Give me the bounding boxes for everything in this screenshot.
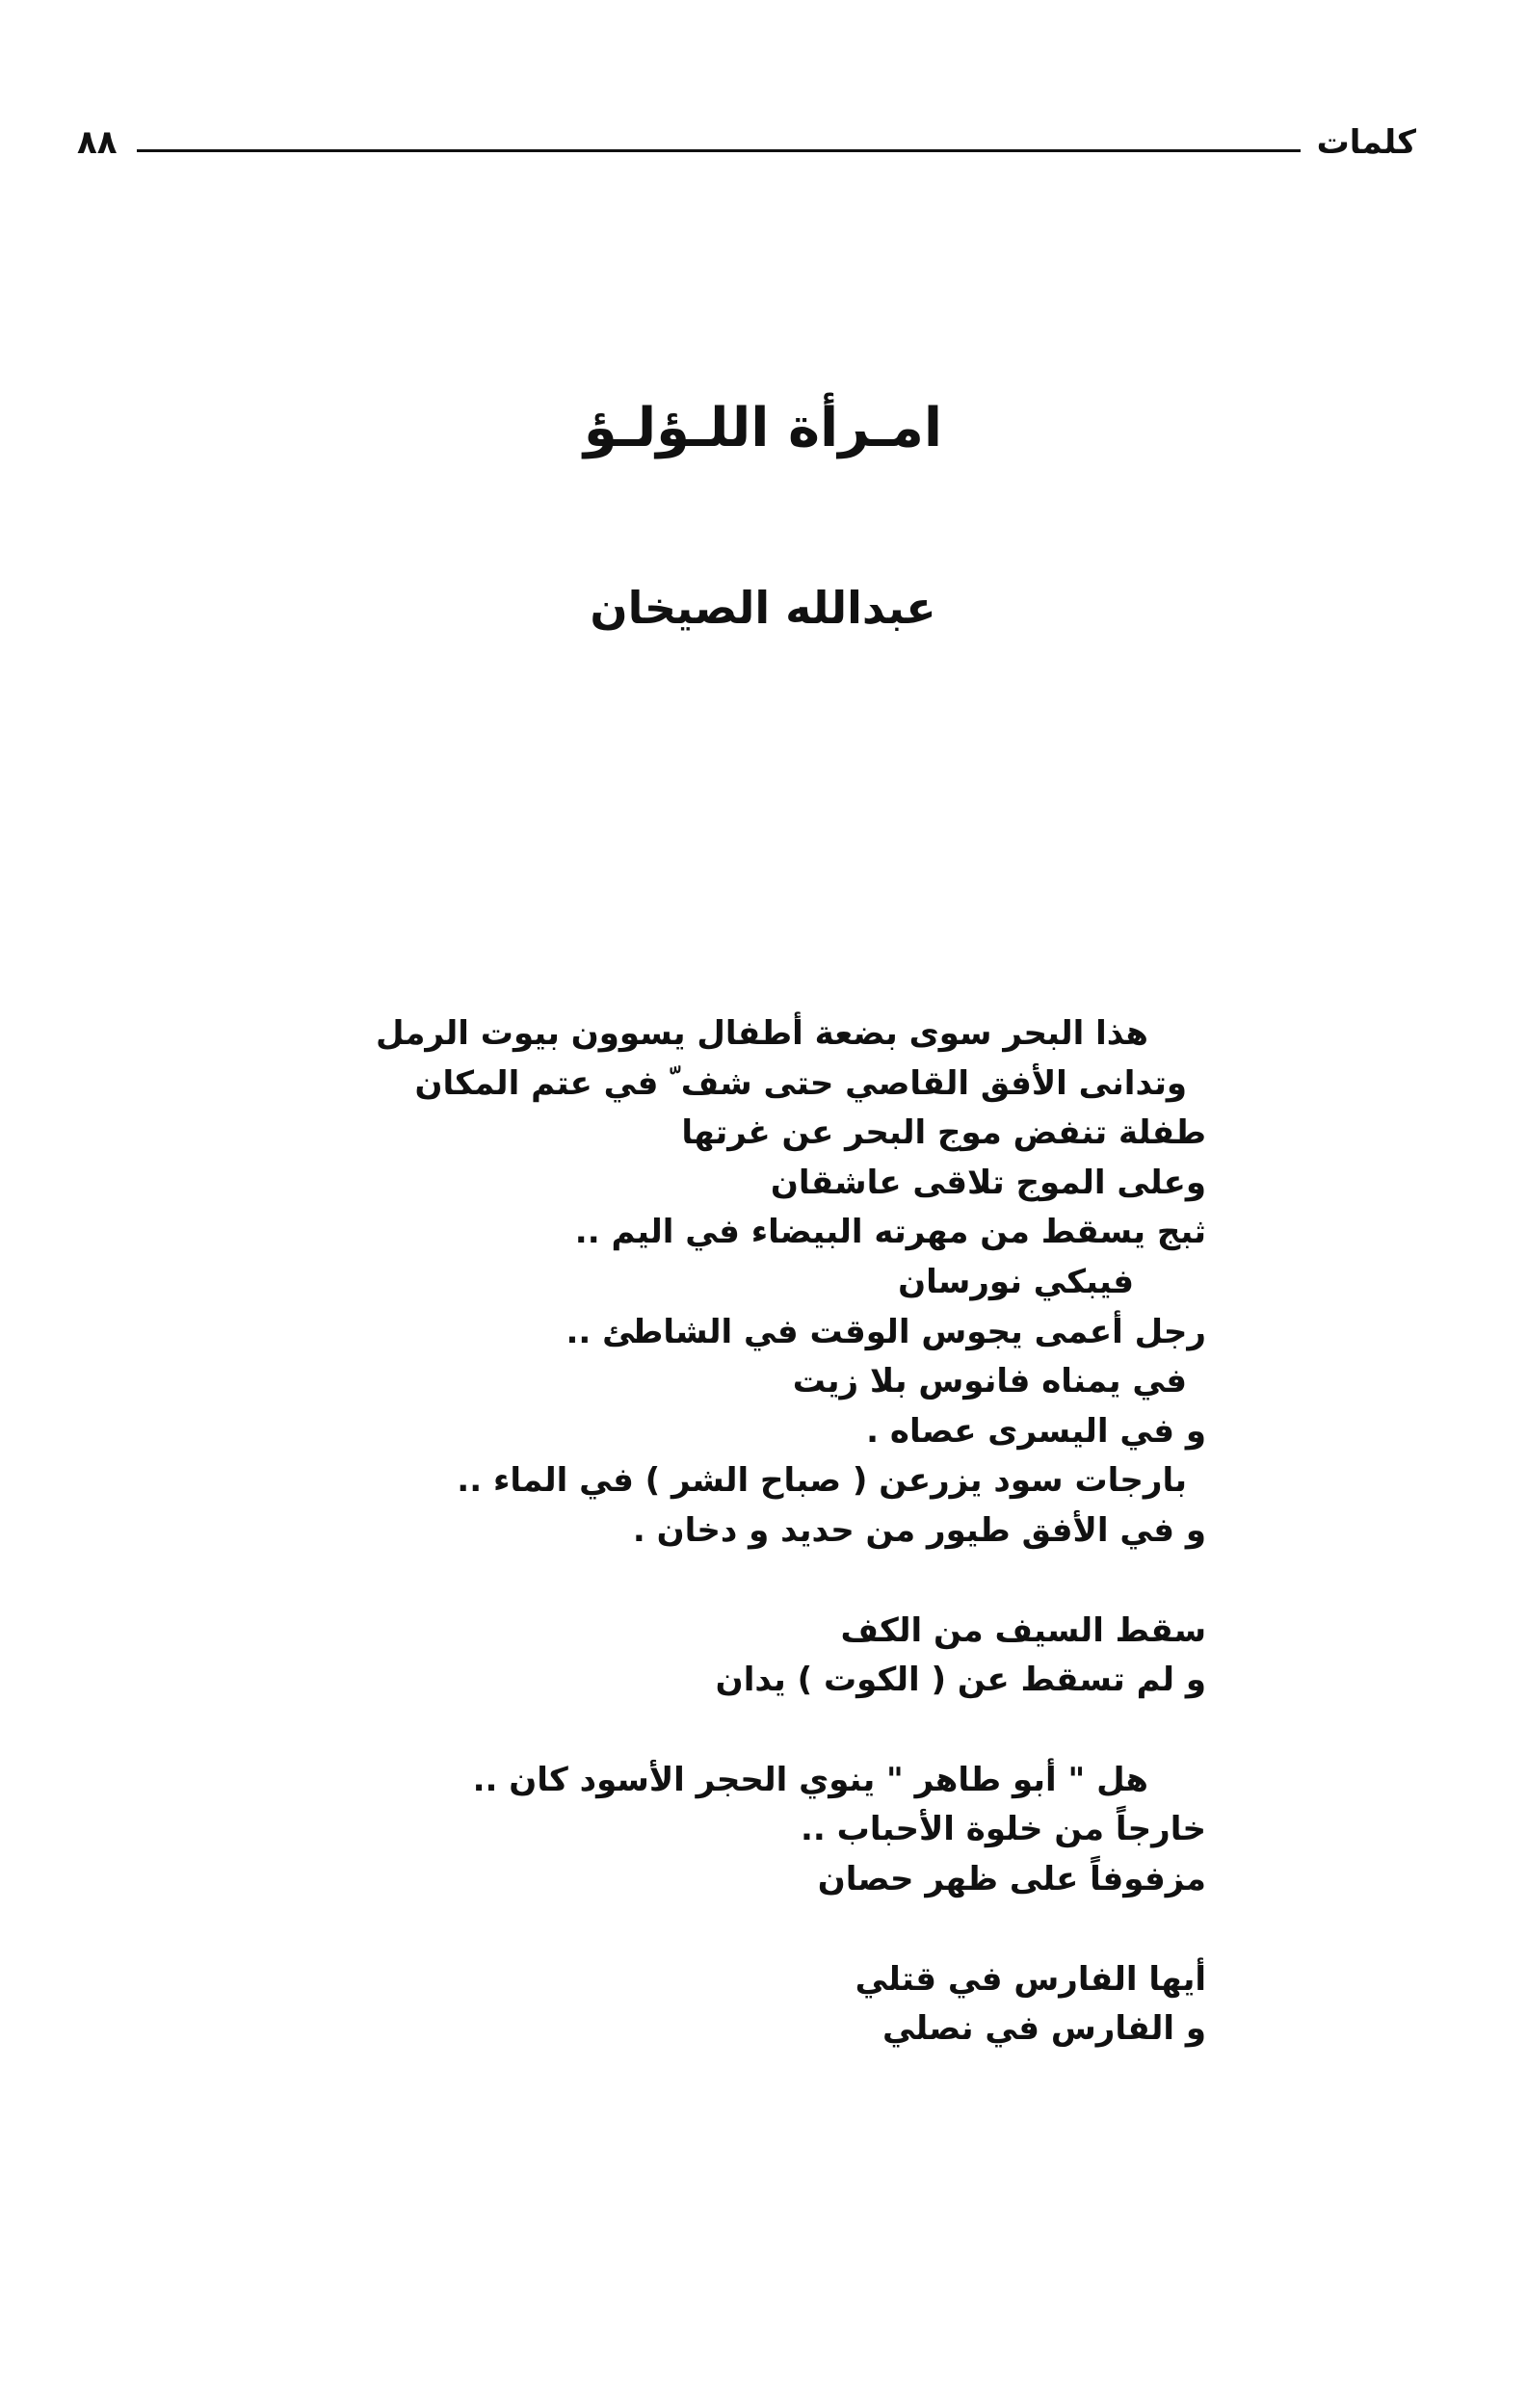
poem-line: و في الأفق طيور من حديد و دخان .: [632, 1510, 1206, 1550]
stanza-gap: [339, 1557, 1206, 1607]
poem-line: طفلة تنفض موج البحر عن غرتها: [681, 1113, 1206, 1153]
stanza-gap: [339, 1905, 1206, 1955]
poem-line: في يمناه فانوس بلا زيت: [792, 1362, 1187, 1401]
poem-body: [339, 1009, 1206, 2055]
poem-line: و الفارس في نصلي: [882, 2009, 1206, 2049]
poem-line: فيبكي نورسان: [898, 1262, 1134, 1301]
poem-title: امـرأة اللـؤلـؤ: [583, 397, 943, 459]
poem-author: عبدالله الصيخان: [590, 582, 936, 634]
poem-line: مزفوفاً على ظهر حصان: [817, 1859, 1206, 1898]
header-rule: [137, 149, 1301, 152]
running-header: [77, 123, 1416, 171]
poem-line: وعلى الموج تلاقى عاشقان: [770, 1163, 1206, 1202]
poem-line: أيها الفارس في قتلي: [855, 1959, 1206, 1999]
poem-line: و لم تسقط عن ( الكوت ) يدان: [715, 1661, 1206, 1700]
poem-line: هل " أبو طاهر " ينوي الحجر الأسود كان ..: [472, 1760, 1148, 1799]
poem-line: وتدانى الأفق القاصي حتى شف ّ في عتم المكان: [414, 1063, 1187, 1103]
poem-line: بارجات سود يزرعن ( صباح الشر ) في الماء ..: [457, 1461, 1187, 1501]
poem-line: ثبج يسقط من مهرته البيضاء في اليم ..: [574, 1213, 1206, 1252]
poem-line: سقط السيف من الكف: [840, 1610, 1206, 1650]
poem-line: هذا البحر سوى بضعة أطفال يسوون بيوت الرمل: [375, 1014, 1148, 1053]
poem-line: خارجاً من خلوة الأحباب ..: [801, 1810, 1206, 1849]
stanza-gap: [339, 1706, 1206, 1756]
poem-line: و في اليسرى عصاه .: [866, 1411, 1206, 1451]
page-number: ٨٨: [77, 123, 118, 162]
poem-line: رجل أعمى يجوس الوقت في الشاطئ ..: [566, 1312, 1206, 1351]
book-title: كلمات: [1316, 123, 1416, 162]
